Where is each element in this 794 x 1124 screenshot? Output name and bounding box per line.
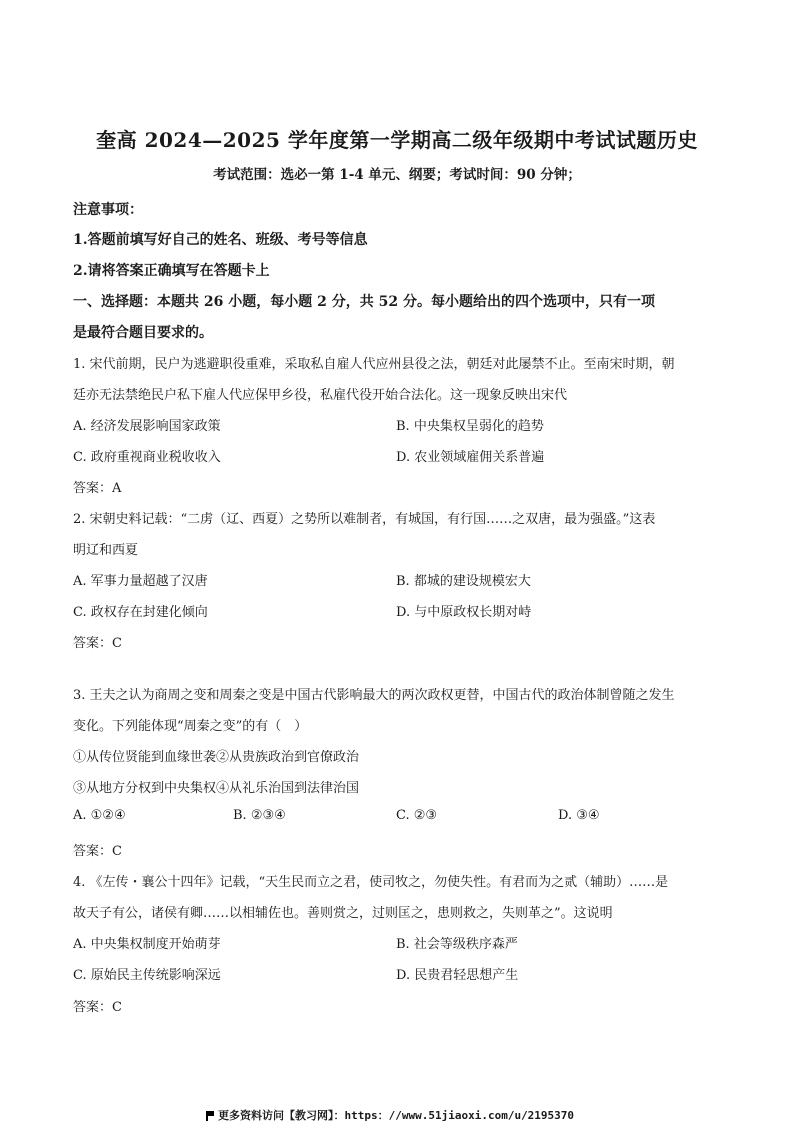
question-stem: ①从传位贤能到血缘世袭②从贵族政治到官僚政治 bbox=[73, 750, 360, 765]
footer-text: 更多资料访问【教习网】：https：//www.51jiaoxi.com/u/2195370 bbox=[218, 1109, 575, 1122]
answer: 答案：C bbox=[73, 844, 122, 859]
option-b: B. 社会等级秩序森严 bbox=[396, 937, 518, 952]
option-a: A. 军事力量超越了汉唐 bbox=[73, 574, 208, 589]
notice-item: 2.请将答案正确填写在答题卡上 bbox=[73, 263, 270, 279]
answer: 答案：C bbox=[73, 636, 122, 651]
answer: 答案：C bbox=[73, 1000, 122, 1015]
option-b: B. 中央集权呈弱化的趋势 bbox=[396, 419, 544, 434]
section-heading: 一、选择题：本题共 26 小题，每小题 2 分，共 52 分。每小题给出的四个选项中，只有一项 bbox=[73, 294, 655, 310]
question-stem: 明辽和西夏 bbox=[73, 543, 139, 558]
footer-link[interactable] bbox=[206, 1107, 574, 1123]
section-heading-cont: 是最符合题目要求的。 bbox=[73, 325, 213, 341]
flag-icon bbox=[206, 1111, 214, 1120]
option-c: C. ②③ bbox=[396, 808, 438, 823]
question-stem: 4. 《左传・襄公十四年》记载，“天生民而立之君，使司牧之，勿使失性。有君而为之贰（辅助）……是 bbox=[73, 875, 669, 890]
option-d: D. 与中原政权长期对峙 bbox=[396, 605, 532, 620]
option-d: D. 农业领域雇佣关系普遍 bbox=[396, 450, 545, 465]
question-stem: 故天子有公，诸侯有卿……以相辅佐也。善则赏之，过则匡之，患则救之，失则革之”。这说明 bbox=[73, 906, 613, 921]
option-a: A. 中央集权制度开始萌芽 bbox=[73, 937, 221, 952]
option-b: B. 都城的建设规模宏大 bbox=[396, 574, 531, 589]
option-b: B. ②③④ bbox=[233, 808, 286, 823]
option-c: C. 原始民主传统影响深远 bbox=[73, 968, 221, 983]
answer: 答案：A bbox=[73, 481, 122, 496]
notice-item: 1.答题前填写好自己的姓名、班级、考号等信息 bbox=[73, 232, 368, 248]
page-title: 奎高 2024—2025 学年度第一学期高二级年级期中考试试题历史 bbox=[96, 128, 698, 152]
option-a: A. ①②④ bbox=[73, 808, 126, 823]
notice-heading: 注意事项： bbox=[73, 202, 143, 218]
option-d: D. 民贵君轻思想产生 bbox=[396, 968, 519, 983]
question-stem: 廷亦无法禁绝民户私下雇人代应保甲乡役，私雇代役开始合法化。这一现象反映出宋代 bbox=[73, 388, 568, 403]
option-d: D. ③④ bbox=[558, 808, 600, 823]
question-stem: 1. 宋代前期，民户为逃避职役重难，采取私自雇人代应州县役之法，朝廷对此屡禁不止。至南宋时期，朝 bbox=[73, 357, 675, 372]
page-subtitle: 考试范围：选必一第 1-4 单元、纲要；考试时间：90 分钟； bbox=[213, 167, 581, 183]
option-a: A. 经济发展影响国家政策 bbox=[73, 419, 221, 434]
question-stem: 3. 王夫之认为商周之变和周秦之变是中国古代影响最大的两次政权更替，中国古代的政治体制曾随之发生 bbox=[73, 688, 675, 703]
option-c: C. 政府重视商业税收收入 bbox=[73, 450, 221, 465]
question-stem: 2. 宋朝史料记载：“二虏（辽、西夏）之势所以难制者，有城国，有行国……之双唐，最为强盛。”这表 bbox=[73, 512, 656, 527]
question-stem: 变化。下列能体现“周秦之变”的有（ ） bbox=[73, 719, 308, 734]
question-stem: ③从地方分权到中央集权④从礼乐治国到法律治国 bbox=[73, 781, 360, 796]
option-c: C. 政权存在封建化倾向 bbox=[73, 605, 208, 620]
